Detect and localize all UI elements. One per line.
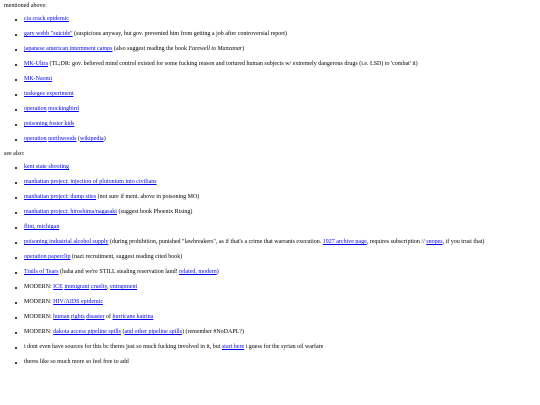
item-text: (not sure if ment. above in poisoning MO) xyxy=(96,194,200,201)
list-item xyxy=(24,121,536,128)
list-item xyxy=(24,61,536,68)
link[interactable]: northwoods xyxy=(48,136,77,143)
item-text: MODERN: xyxy=(24,284,54,291)
list-item xyxy=(24,194,536,201)
item-text: ) xyxy=(216,269,219,276)
list-item xyxy=(24,16,536,23)
link[interactable]: start here xyxy=(221,344,245,351)
list-item xyxy=(24,46,536,53)
link[interactable]: ICE xyxy=(53,284,63,291)
link[interactable]: human xyxy=(53,314,70,321)
list-item xyxy=(24,269,536,276)
item-text: (also suggest reading the book xyxy=(112,46,189,53)
list-item xyxy=(24,209,536,216)
item-text: i dont even have sources for this bc theres just so much fucking involved in it, but xyxy=(24,344,222,351)
link[interactable]: gary webb "suicide" xyxy=(24,31,73,38)
list-item xyxy=(24,164,536,171)
link[interactable]: tuskegee experiment xyxy=(24,91,74,98)
item-text: (suspicious anyway, but gov. prevented him from getting a job after controversial report) xyxy=(72,31,287,38)
item-text: (nazi recruitment, suggest reading cited book) xyxy=(70,254,183,261)
list-item xyxy=(24,359,536,366)
section-heading-see-also: see also: xyxy=(4,151,25,158)
item-text: (suggest book Phoenix Rising) xyxy=(116,209,193,216)
link[interactable]: manhattan project: dump sites xyxy=(24,194,97,201)
link[interactable]: cruelty xyxy=(90,284,108,291)
link[interactable]: poisoning industrial alcohol supply xyxy=(24,239,109,246)
item-text: MODERN: xyxy=(24,299,54,306)
see-also-list xyxy=(4,164,536,366)
link[interactable]: manhattan project: injection of plutonium into civilians xyxy=(24,179,157,186)
section-heading-mentioned-above: mentioned above: xyxy=(4,3,47,9)
item-text: , xyxy=(107,284,111,291)
link[interactable]: flint, michigan xyxy=(24,224,60,231)
item-text: i guess for the syrian oil warfare xyxy=(244,344,324,351)
link[interactable]: operation xyxy=(24,106,47,113)
item-text: ( xyxy=(76,136,81,143)
item-text: MODERN: xyxy=(24,329,54,336)
item-text: ) xyxy=(242,46,245,53)
link[interactable]: 1927 archive page xyxy=(322,239,367,246)
link[interactable]: related, modern xyxy=(179,269,217,276)
link[interactable]: operation paperclip xyxy=(24,254,71,261)
link[interactable]: japanese american internment camps xyxy=(24,46,113,53)
link[interactable]: MK-Naomi xyxy=(24,76,52,83)
link[interactable]: hurricane katrina xyxy=(112,314,154,321)
item-text: theres like so much more so feel free to add xyxy=(24,359,129,366)
list-item xyxy=(24,344,536,351)
list-item xyxy=(24,314,536,321)
link[interactable]: mockingbird xyxy=(48,106,79,113)
item-text: , requires subscription // xyxy=(366,239,427,246)
list-item xyxy=(24,179,536,186)
link[interactable]: dakota access pipeline spills xyxy=(53,329,121,336)
item-text: (haha and we're STILL stealing reservation land! xyxy=(58,269,180,276)
link[interactable]: MK-Ultra xyxy=(24,61,48,68)
link[interactable]: snopes xyxy=(426,239,443,246)
list-item xyxy=(24,106,536,113)
link[interactable]: kent state shooting xyxy=(24,164,69,171)
item-text: (TL;DR: gov. believed mind control existed for some fucking reason and tortured human subjects w/ extremely dangerous drugs (i.e. LSD) to 'combat' it) xyxy=(48,61,418,68)
list-item xyxy=(24,284,536,291)
link[interactable]: cia crack epidemic xyxy=(24,16,69,23)
list-item xyxy=(24,254,536,261)
list-item xyxy=(24,31,536,38)
link[interactable]: HIV/AIDS epidemic xyxy=(53,299,103,306)
link[interactable]: wikipedia xyxy=(80,136,104,143)
item-text: ) xyxy=(103,136,106,143)
item-text: , if you trust that) xyxy=(442,239,485,246)
list-item xyxy=(24,91,536,98)
link[interactable]: rights xyxy=(71,314,85,321)
item-text: ) (remember #NoDAPL?) xyxy=(182,329,244,336)
list-item xyxy=(24,76,536,83)
list-item xyxy=(24,299,536,306)
link[interactable]: Trails of Tears xyxy=(24,269,59,276)
mentioned-above-list xyxy=(4,16,536,143)
list-item xyxy=(24,239,536,246)
item-text: (during prohibition, punished "lawbreakers", as if that's a crime that warrants execution. xyxy=(108,239,323,246)
list-item xyxy=(24,329,536,336)
item-text: ( xyxy=(121,329,125,336)
item-text: MODERN: xyxy=(24,314,54,321)
list-item xyxy=(24,224,536,231)
link[interactable]: poisoning foster kids xyxy=(24,121,75,128)
link[interactable]: manhattan project: hiroshima/nagasaki xyxy=(24,209,117,216)
link[interactable]: and other pipeline spills xyxy=(124,329,182,336)
item-text: of xyxy=(104,314,113,321)
book-title: Farewell to Manzanar xyxy=(188,46,243,53)
link[interactable]: entrapment xyxy=(110,284,138,291)
link[interactable]: immigrant xyxy=(64,284,90,291)
link[interactable]: disaster xyxy=(86,314,105,321)
link[interactable]: operation xyxy=(24,136,47,143)
list-item xyxy=(24,136,536,143)
